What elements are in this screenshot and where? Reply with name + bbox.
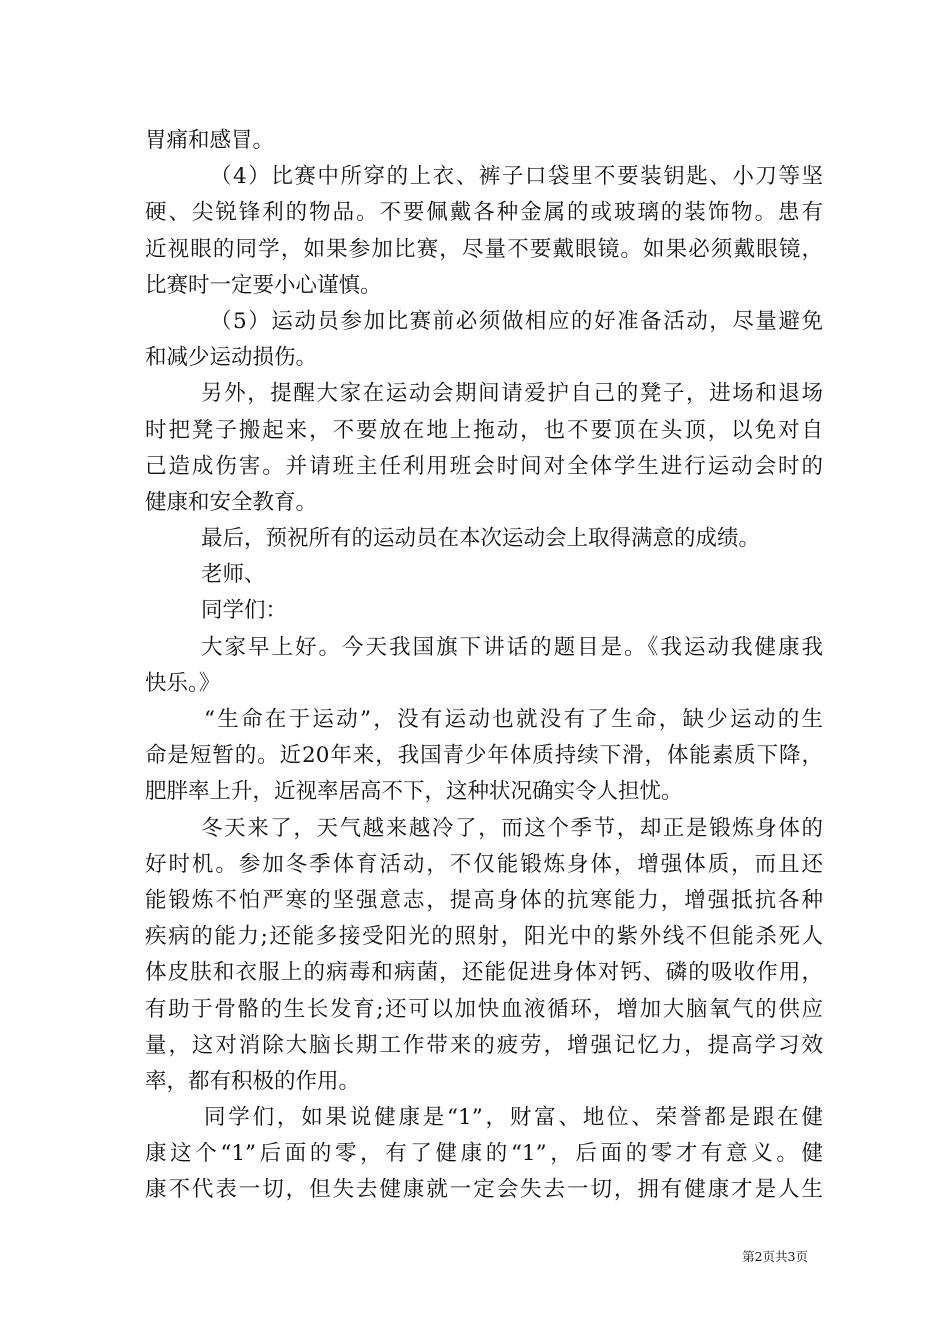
text-line: 大家早上好。今天我国旗下讲话的题目是。《我运动我健康我 bbox=[201, 634, 823, 660]
text-line: 命是短暂的。近20年来，我国青少年体质持续下滑，体能素质下降， bbox=[145, 743, 823, 769]
text-line: 时把凳子搬起来，不要放在地上拖动，也不要顶在头顶，以免对自 bbox=[145, 417, 823, 443]
text-line: （5）运动员参加比赛前必须做相应的好准备活动，尽量避免 bbox=[210, 308, 823, 334]
text-line: 同学们： bbox=[201, 598, 288, 624]
text-line: 快乐。》 bbox=[145, 670, 221, 696]
page-number-footer: 第2页共3页 bbox=[742, 1249, 808, 1264]
text-line: “生命在于运动”，没有运动也就没有了生命，缺少运动的生 bbox=[204, 707, 823, 732]
text-line: 康这个“1”后面的零，有了健康的“1”，后面的零才有意义。健 bbox=[145, 1141, 823, 1167]
text-line: 老师、 bbox=[201, 562, 266, 588]
text-line: 和减少运动损伤。 bbox=[145, 345, 318, 371]
text-line: 疾病的能力;还能多接受阳光的照射，阳光中的紫外线不但能杀死人 bbox=[145, 924, 823, 950]
text-line: 冬天来了，天气越来越冷了，而这个季节，却正是锻炼身体的 bbox=[201, 815, 823, 841]
text-line: 近视眼的同学，如果参加比赛，尽量不要戴眼镜。如果必须戴眼镜， bbox=[145, 236, 823, 262]
text-line: 胃痛和感冒。 bbox=[145, 128, 275, 153]
text-line: 肥胖率上升，近视率居高不下，这种状况确实令人担忧。 bbox=[145, 779, 683, 805]
text-line: 最后，预祝所有的运动员在本次运动会上取得满意的成绩。 bbox=[201, 526, 761, 552]
text-line: （4）比赛中所穿的上衣、裤子口袋里不要装钥匙、小刀等坚 bbox=[210, 164, 823, 190]
text-line: 量，这对消除大脑长期工作带来的疲劳，增强记忆力，提高学习效 bbox=[145, 1032, 823, 1058]
text-line: 同学们，如果说健康是“1”，财富、地位、荣誉都是跟在健 bbox=[204, 1105, 823, 1131]
text-line: 比赛时一定要小心谨慎。 bbox=[145, 272, 382, 298]
text-line: 健康和安全教育。 bbox=[145, 489, 318, 515]
text-line: 另外，提醒大家在运动会期间请爱护自己的凳子，进场和退场 bbox=[201, 381, 823, 407]
text-line: 体皮肤和衣服上的病毒和病菌，还能促进身体对钙、磷的吸收作用， bbox=[145, 960, 823, 986]
document-body bbox=[145, 123, 823, 1209]
text-line: 有助于骨骼的生长发育;还可以加快血液循环，增加大脑氧气的供应 bbox=[145, 996, 823, 1022]
text-line: 好时机。参加冬季体育活动，不仅能锻炼身体，增强体质，而且还 bbox=[145, 851, 823, 877]
text-line: 康不代表一切，但失去健康就一定会失去一切，拥有健康才是人生 bbox=[145, 1177, 823, 1203]
text-line: 己造成伤害。并请班主任利用班会时间对全体学生进行运动会时的 bbox=[145, 453, 823, 479]
text-line: 硬、尖锐锋利的物品。不要佩戴各种金属的或玻璃的装饰物。患有 bbox=[145, 200, 823, 226]
text-line: 率，都有积极的作用。 bbox=[145, 1068, 361, 1094]
text-line: 能锻炼不怕严寒的坚强意志，提高身体的抗寒能力，增强抵抗各种 bbox=[145, 887, 823, 913]
